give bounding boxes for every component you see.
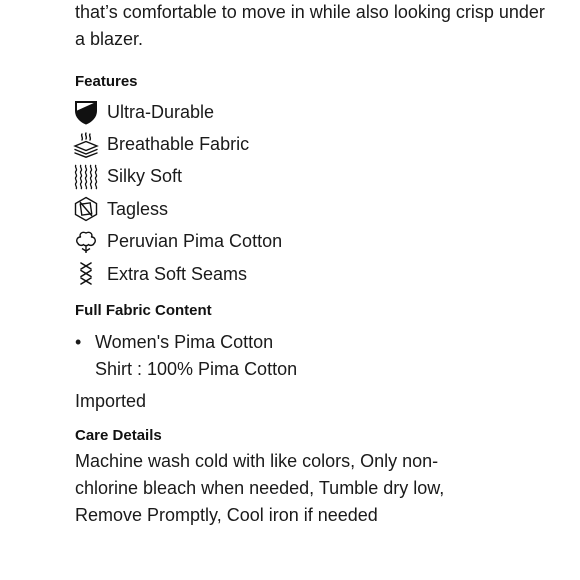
feature-label: Breathable Fabric	[107, 134, 250, 155]
feature-label: Extra Soft Seams	[107, 263, 248, 284]
fabric-content-item	[75, 329, 545, 383]
care-instructions: Machine wash cold with like colors, Only non-chlorine bleach when needed, Tumble dry low, Remove Promptly, Cool iron if needed	[75, 451, 445, 526]
bullet-icon: •	[75, 332, 82, 353]
feature-item-peruvian-pima-cotton	[75, 226, 545, 258]
breathable-layers-icon	[72, 131, 100, 159]
feature-item-tagless	[75, 193, 545, 225]
fabric-content-heading: Full Fabric Content	[75, 302, 212, 320]
product-details-panel	[75, 0, 545, 529]
fabric-product-name: Women's Pima Cotton	[95, 332, 274, 353]
tagless-hexagon-icon	[72, 195, 100, 223]
fabric-content-list	[75, 329, 545, 383]
shield-icon	[72, 98, 100, 126]
feature-label: Tagless	[107, 198, 169, 219]
wavy-lines-icon	[72, 163, 100, 191]
fabric-composition: Shirt : 100% Pima Cotton	[95, 359, 298, 380]
feature-label: Peruvian Pima Cotton	[107, 231, 283, 252]
care-details-heading: Care Details	[75, 427, 162, 445]
product-description-tail: that’s comfortable to move in while also looking crisp under a blazer.	[75, 2, 545, 49]
feature-item-silky-soft	[75, 161, 545, 193]
feature-label: Ultra-Durable	[107, 101, 215, 122]
features-list	[75, 96, 545, 290]
feature-label: Silky Soft	[107, 166, 183, 187]
stitch-seam-icon	[72, 260, 100, 288]
feature-item-ultra-durable	[75, 96, 545, 128]
features-heading: Features	[75, 73, 138, 90]
cotton-boll-icon	[72, 228, 100, 256]
feature-item-extra-soft-seams	[75, 258, 545, 290]
feature-item-breathable-fabric	[75, 128, 545, 160]
origin-text: Imported	[75, 391, 147, 412]
